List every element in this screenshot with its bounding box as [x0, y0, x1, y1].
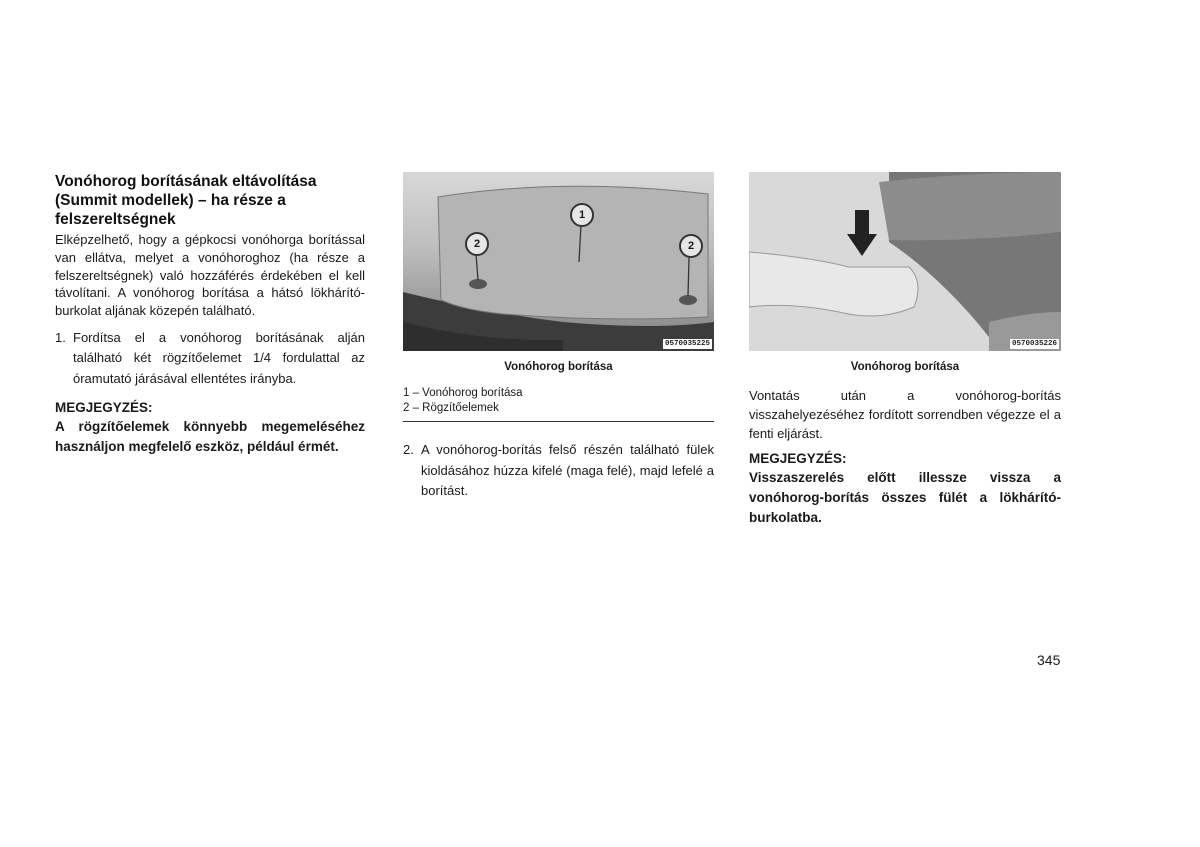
step-2: [403, 440, 714, 502]
page-number: 345: [1037, 652, 1061, 668]
figure-1-legend: [403, 386, 714, 416]
figure-2-code: 0570035226: [1011, 340, 1057, 348]
right-column: [749, 172, 1061, 528]
step-1: [55, 328, 365, 390]
middle-column: [403, 172, 714, 502]
step-1-number: 1.: [55, 329, 66, 345]
legend-divider: [403, 421, 714, 422]
callout-2-right: 2: [679, 234, 703, 258]
hitch-cover-illustration: [403, 172, 714, 351]
callout-2-left: 2: [465, 232, 489, 256]
reinstall-paragraph: Vontatás után a vonóhorog-borítás visszahelyezéséhez fordított sorrendben végezze el a fenti eljárást.: [749, 388, 1061, 441]
legend-item-1: 1 – Vonóhorog borítása: [403, 387, 523, 399]
intro-paragraph: Elképzelhető, hogy a gépkocsi vonóhorga borítással van ellátva, melyet a vonóhoroghoz (ha része a felszereltségnek) való hozzáférés érdekében el kell távolítani. A vonóhorog borítása a hátsó lökhárító-burkolat aljának közepén található.: [55, 232, 365, 319]
figure-2-caption: Vonóhorog borítása: [850, 361, 960, 373]
section-title: Vonóhorog borításának eltávolítása (Summit modellek) – ha része a felszereltségnek: [55, 173, 317, 228]
figure-1-caption: Vonóhorog borítása: [504, 361, 613, 373]
callout-1: 1: [570, 203, 594, 227]
figure-1-illustration: [403, 172, 714, 351]
step-2-text: A vonóhorog-borítás felső részén található fülek kioldásához húzza kifelé (maga felé), majd lefelé a borítást.: [421, 442, 714, 498]
left-column: [55, 172, 365, 457]
figure-1-code: 0570035225: [664, 340, 710, 348]
legend-item-2: 2 – Rögzítőelemek: [403, 402, 499, 414]
step-1-text: Fordítsa el a vonóhorog borításának alján található két rögzítőelemet 1/4 fordulattal az óramutató járásával ellentétes irányba.: [73, 329, 365, 386]
note-2-heading: MEGJEGYZÉS:: [749, 451, 847, 466]
note-1-heading: MEGJEGYZÉS:: [55, 400, 153, 416]
step-2-number: 2.: [403, 442, 414, 457]
pull-cover-illustration: [749, 172, 1061, 351]
note-2-text: Visszaszerelés előtt illessze vissza a vonóhorog-borítás összes fülét a lökhárító-burkolatba.: [749, 470, 1061, 525]
figure-2-illustration: [749, 172, 1061, 351]
note-1-text: A rögzítőelemek könnyebb megemeléséhez használjon megfelelő eszköz, például érmét.: [55, 419, 365, 455]
